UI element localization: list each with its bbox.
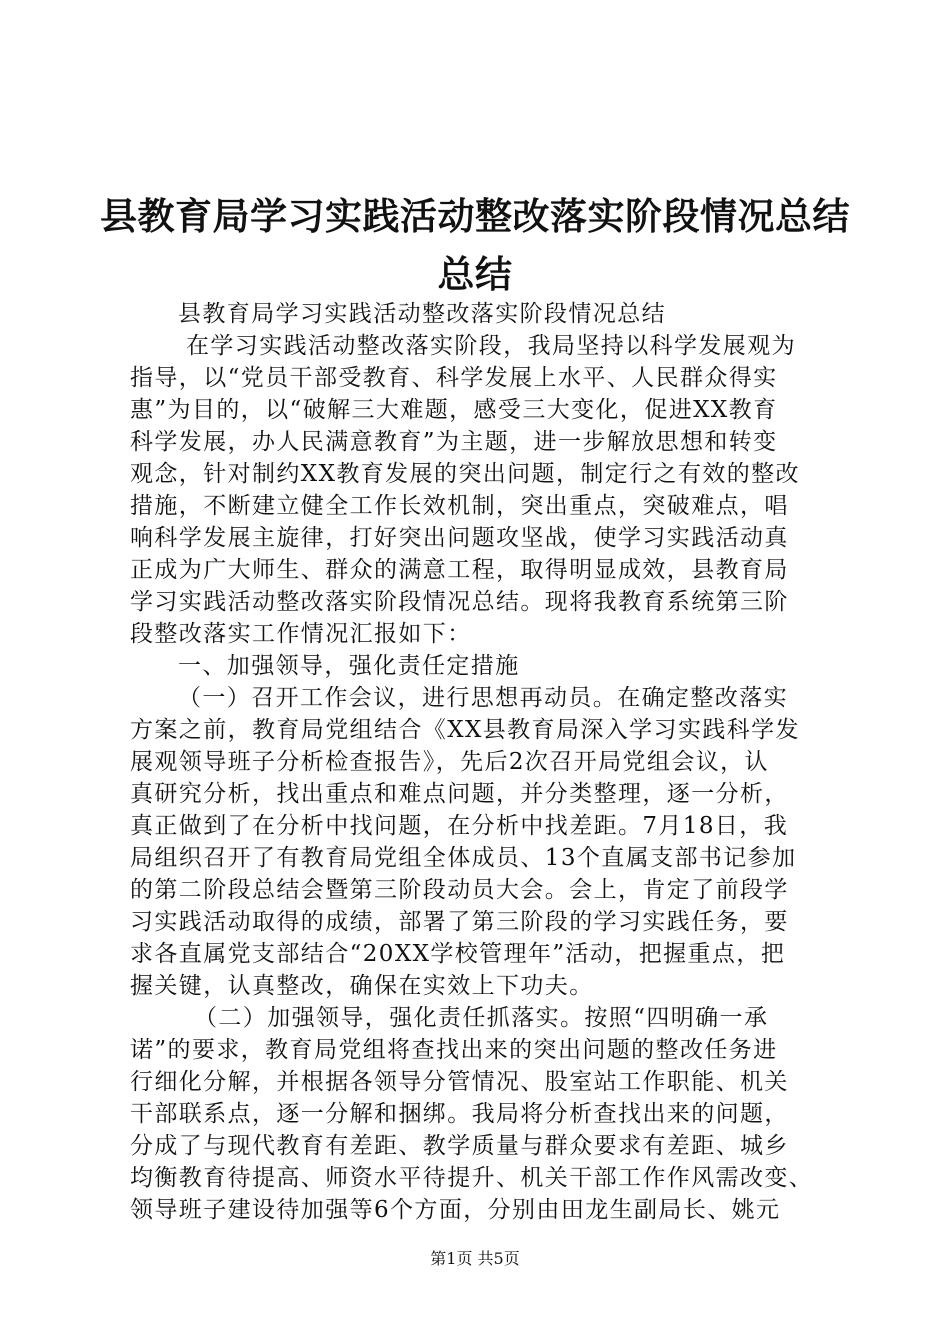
body-line: 展观领导班子分析检查报告》，先后2次召开局党组会议，认	[130, 749, 769, 775]
body-line: 均衡教育待提高、师资水平待提升、机关干部工作作风需改变、	[130, 1165, 814, 1191]
body-line: 分成了与现代教育有差距、教学质量与群众要求有差距、城乡	[130, 1133, 789, 1159]
body-line: 正成为广大师生、群众的满意工程，取得明显成效，县教育局	[130, 557, 789, 583]
body-line: 局组织召开了有教育局党组全体成员、13个直属支部书记参加	[130, 845, 797, 871]
body-line: 握关键，认真整改，确保在实效上下功夫。	[130, 973, 594, 999]
body-line: 科学发展，办人民满意教育”为主题，进一步解放思想和转变	[130, 429, 778, 455]
body-line: 惠”为目的，以“破解三大难题，感受三大变化，促进XX教育	[130, 397, 778, 423]
section-heading: 一、加强领导，强化责任定措施	[178, 653, 520, 679]
body-line: 的第二阶段总结会暨第三阶段动员大会。会上，肯定了前段学	[130, 877, 789, 903]
body-line: 段整改落实工作情况汇报如下：	[130, 621, 472, 647]
body-line: 方案之前，教育局党组结合《XX县教育局深入学习实践科学发	[130, 717, 800, 743]
document-title-line-1: 县教育局学习实践活动整改落实阶段情况总结	[100, 195, 850, 238]
body-line: 在学习实践活动整改落实阶段，我局坚持以科学发展观为	[186, 333, 796, 359]
body-line: 领导班子建设待加强等6个方面，分别由田龙生副局长、姚元	[130, 1197, 781, 1223]
body-line: 行细化分解，并根据各领导分管情况、股室站工作职能、机关	[130, 1069, 789, 1095]
document-title-line-2: 总结	[437, 253, 513, 296]
body-line: 指导，以“党员干部受教育、科学发展上水平、人民群众得实	[130, 365, 778, 391]
body-line: 县教育局学习实践活动整改落实阶段情况总结	[178, 301, 666, 327]
body-line: 真研究分析，找出重点和难点问题，并分类整理，逐一分析，	[130, 781, 789, 807]
body-line: 干部联系点，逐一分解和捆绑。我局将分析查找出来的问题，	[130, 1101, 789, 1127]
body-line: 观念，针对制约XX教育发展的突出问题，制定行之有效的整改	[130, 461, 800, 487]
body-line: 真正做到了在分析中找问题，在分析中找差距。7月18日，我	[130, 813, 789, 839]
body-line: （二）加强领导，强化责任抓落实。按照“四明确一承	[194, 1005, 769, 1031]
body-line: 措施，不断建立健全工作长效机制，突出重点，突破难点，唱	[130, 493, 789, 519]
body-line: 响科学发展主旋律，打好突出问题攻坚战，使学习实践活动真	[130, 525, 789, 551]
body-line: 习实践活动取得的成绩，部署了第三阶段的学习实践任务，要	[130, 909, 789, 935]
document-body	[130, 298, 835, 1226]
body-line: 诺”的要求，教育局党组将查找出来的突出问题的整改任务进	[130, 1037, 778, 1063]
body-line: 求各直属党支部结合“20XX学校管理年”活动，把握重点，把	[130, 941, 786, 967]
page-number-footer: 第1页 共5页	[430, 1249, 520, 1268]
body-line: 学习实践活动整改落实阶段情况总结。现将我教育系统第三阶	[130, 589, 789, 615]
body-line: （一）召开工作会议，进行思想再动员。在确定整改落实	[178, 685, 788, 711]
